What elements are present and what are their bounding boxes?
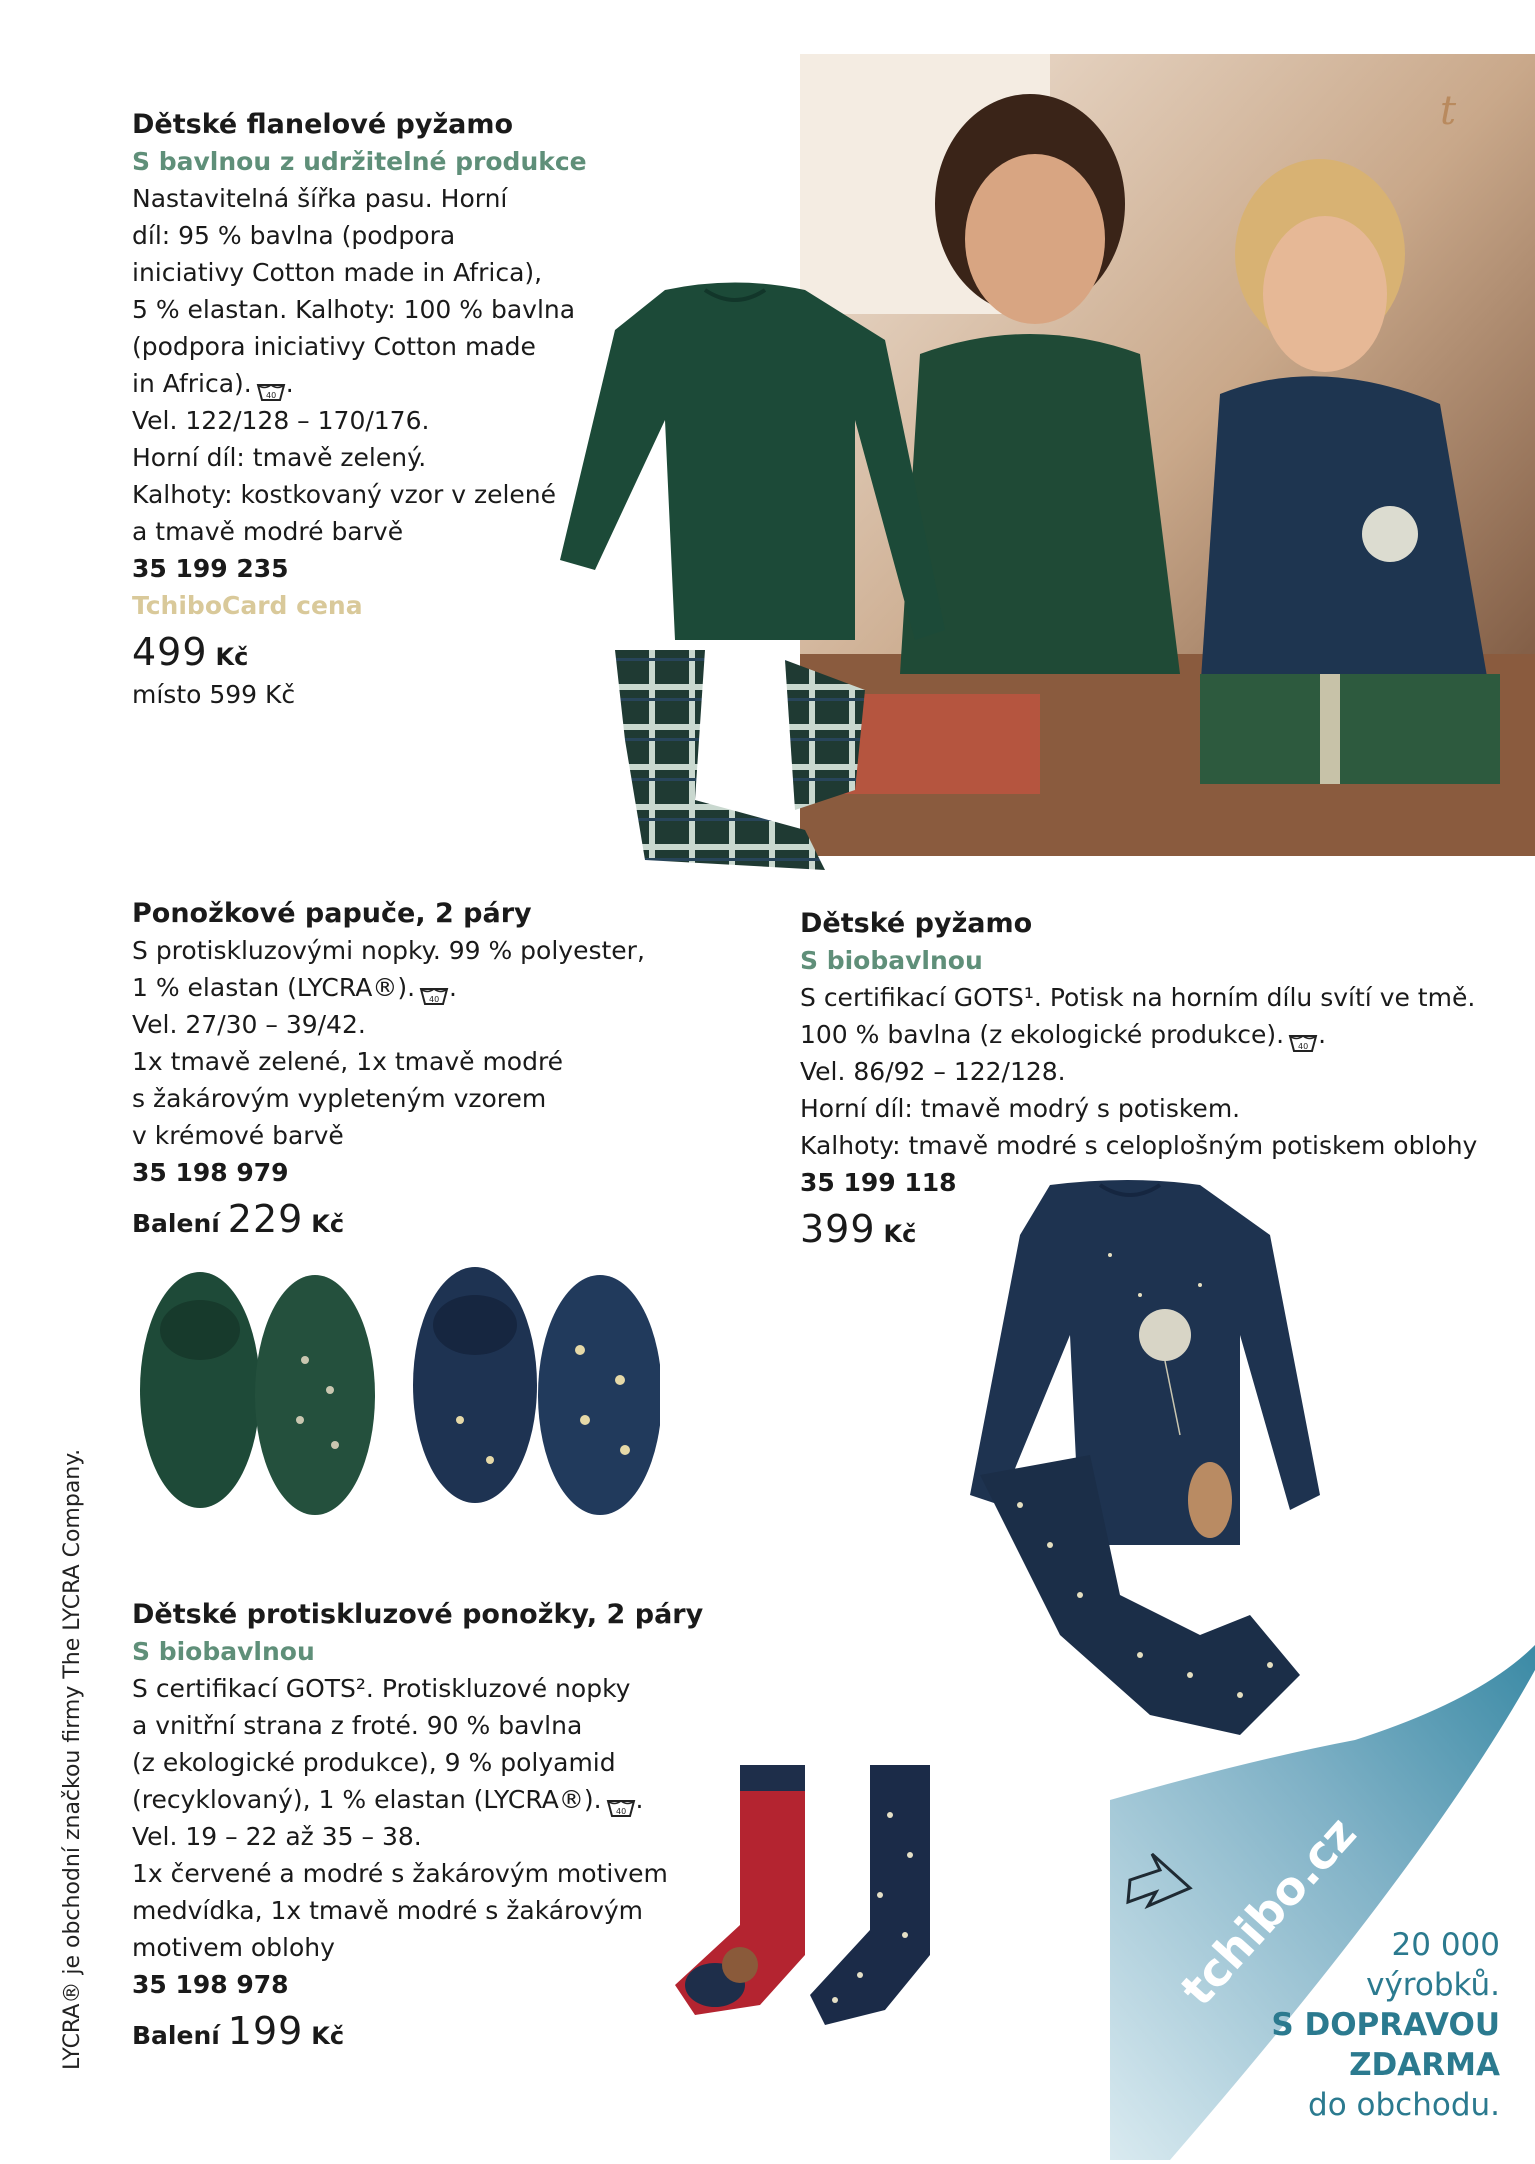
sock-slippers-image xyxy=(130,1260,660,1520)
lycra-trademark-note: LYCRA® je obchodní značkou firmy The LYCRA Company. xyxy=(60,1448,85,2070)
product-description-line: S protiskluzovými nopky. 99 % polyester, 1 % elastan (LYCRA®). 40 . xyxy=(132,936,645,1004)
price-value: 399 xyxy=(800,1207,876,1251)
promo-line-products: výrobků. xyxy=(1366,1967,1500,2003)
product-title: Dětské pyžamo xyxy=(800,908,1033,939)
product-title: Dětské flanelové pyžamo xyxy=(132,109,514,140)
pack-label: Balení xyxy=(132,2021,220,2050)
price xyxy=(132,630,592,676)
product-flannel-pajama xyxy=(132,106,592,713)
old-price: místo 599 Kč xyxy=(132,680,296,709)
product-description: Nastavitelná šířka pasu. Horní díl: 95 % bavlna (podpora iniciativy Cotton made in Africa), 5 % elastan. Kalhoty: 100 % bavlna (podpora iniciativy Cotton made in Africa). xyxy=(132,184,576,398)
price-value: 499 xyxy=(132,630,208,674)
product-subtitle: S bavlnou z udržitelné produkce xyxy=(132,147,587,176)
promo-line-free: ZDARMA xyxy=(1349,2047,1500,2083)
promo-line-shipping: S DOPRAVOU xyxy=(1271,2007,1500,2043)
promo-line-count: 20 000 xyxy=(1391,1927,1500,1963)
currency: Kč xyxy=(311,1210,345,1238)
product-subtitle: S biobavlnou xyxy=(800,946,983,975)
svg-text:t: t xyxy=(1440,88,1457,134)
product-subtitle: S biobavlnou xyxy=(132,1637,315,1666)
price-value: 199 xyxy=(227,2009,304,2053)
wash-40-icon xyxy=(1288,1026,1318,1051)
product-description-line: S certifikací GOTS¹. Potisk na horním dílu svítí ve tmě. 100 % bavlna (z ekologické produkce). 40 . xyxy=(800,983,1476,1051)
product-details: Vel. 122/128 – 170/176. Horní díl: tmavě zelený. Kalhoty: kostkovaný vzor v zelené a tmavě modré barvě xyxy=(132,406,557,546)
svg-text:40: 40 xyxy=(429,995,440,1004)
promo-text xyxy=(1271,1925,1500,2125)
price xyxy=(132,1197,692,1243)
currency: Kč xyxy=(311,2022,345,2050)
price xyxy=(132,2009,752,2055)
wash-40-icon xyxy=(419,979,449,1004)
product-details: Vel. 19 – 22 až 35 – 38. 1x červené a modré s žakárovým motivem medvídka, 1x tmavě modré s žakárovým motivem oblohy xyxy=(132,1822,668,1962)
tchibo-cz-logo[interactable]: tchibo.cz xyxy=(1170,1806,1367,2017)
product-sock-slippers xyxy=(132,895,692,1243)
svg-text:40: 40 xyxy=(1298,1042,1309,1051)
article-number: 35 199 118 xyxy=(800,1168,957,1197)
pack-label: Balení xyxy=(132,1209,220,1238)
flannel-pajama-image xyxy=(555,270,945,870)
product-description: S certifikací GOTS¹. Potisk na horním dílu svítí ve tmě. 100 % bavlna (z ekologické produkce). xyxy=(800,983,1476,1049)
promo-line-store: do obchodu. xyxy=(1308,2087,1500,2123)
currency: Kč xyxy=(883,1220,917,1248)
product-description: S certifikací GOTS². Protiskluzové nopky a vnitřní strana z froté. 90 % bavlna (z ekologické produkce), 9 % polyamid (recyklovaný), 1 % elastan (LYCRA®). xyxy=(132,1674,631,1814)
product-kids-socks xyxy=(132,1596,752,2055)
article-number: 35 198 979 xyxy=(132,1158,289,1187)
article-number: 35 199 235 xyxy=(132,554,289,583)
wash-40-icon xyxy=(606,1791,636,1816)
product-title: Dětské protiskluzové ponožky, 2 páry xyxy=(132,1599,704,1630)
tchibocard-label: TchiboCard cena xyxy=(132,591,363,620)
product-description-line: Nastavitelná šířka pasu. Horní díl: 95 % bavlna (podpora iniciativy Cotton made in Africa), 5 % elastan. Kalhoty: 100 % bavlna (podpora iniciativy Cotton made in Africa). 40 . xyxy=(132,184,576,400)
currency: Kč xyxy=(215,643,249,671)
price-value: 229 xyxy=(227,1197,304,1241)
product-details: Vel. 86/92 – 122/128. Horní díl: tmavě modrý s potiskem. Kalhoty: tmavě modré s celoplošným potiskem oblohy xyxy=(800,1057,1478,1160)
wash-40-icon xyxy=(256,375,286,400)
svg-text:40: 40 xyxy=(615,1807,626,1816)
product-title: Ponožkové papuče, 2 páry xyxy=(132,898,532,929)
product-description: S protiskluzovými nopky. 99 % polyester, 1 % elastan (LYCRA®). xyxy=(132,936,645,1002)
kids-socks-image xyxy=(665,1755,965,2035)
svg-text:40: 40 xyxy=(265,391,276,400)
product-description-line: S certifikací GOTS². Protiskluzové nopky a vnitřní strana z froté. 90 % bavlna (z ekologické produkce), 9 % polyamid (recyklovaný), 1 % elastan (LYCRA®). 40 . xyxy=(132,1674,644,1816)
article-number: 35 198 978 xyxy=(132,1970,289,1999)
product-details: Vel. 27/30 – 39/42. 1x tmavě zelené, 1x tmavě modré s žakárovým vypleteným vzorem v krémové barvě xyxy=(132,1010,564,1150)
